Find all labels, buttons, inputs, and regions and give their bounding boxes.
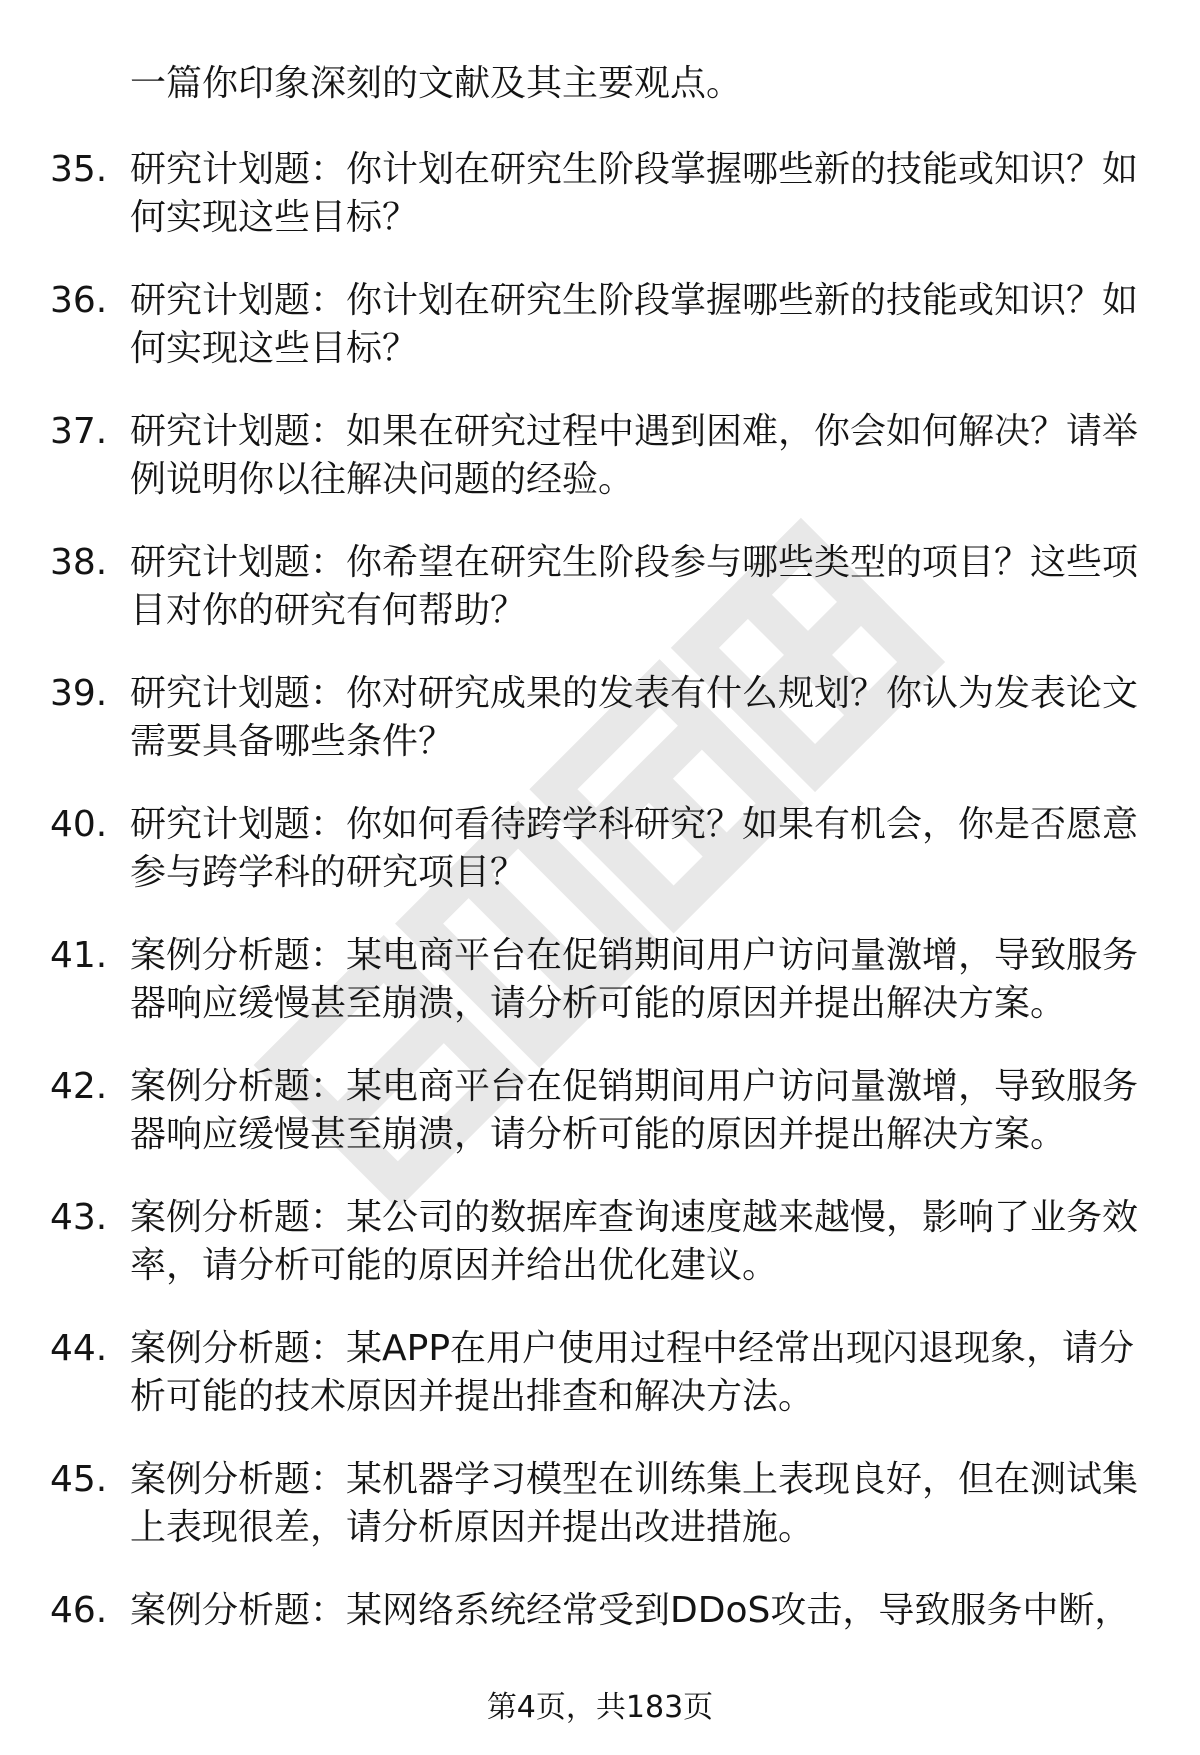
question-item: [0, 277, 1200, 408]
question-number: 37.: [50, 411, 108, 452]
question-number: 45.: [50, 1459, 108, 1500]
question-text: 案例分析题：某机器学习模型在训练集上表现良好，但在测试集上表现很差，请分析原因并提出改进措施。: [130, 1459, 1139, 1548]
question-number: 46.: [50, 1590, 108, 1631]
question-number: 41.: [50, 935, 108, 976]
question-item: [0, 932, 1200, 1063]
question-number: 39.: [50, 673, 108, 714]
question-item: [0, 801, 1200, 932]
question-text: 案例分析题：某电商平台在促销期间用户访问量激增，导致服务器响应缓慢甚至崩溃，请分析可能的原因并提出解决方案。: [130, 1066, 1139, 1155]
question-item: [0, 146, 1200, 277]
question-number: 38.: [50, 542, 108, 583]
question-item: [0, 1456, 1200, 1587]
question-text: 研究计划题：你计划在研究生阶段掌握哪些新的技能或知识？如何实现这些目标？: [130, 280, 1139, 369]
question-number: 43.: [50, 1197, 108, 1238]
question-number: 40.: [50, 804, 108, 845]
question-text: 案例分析题：某网络系统经常受到DDoS攻击，导致服务中断，: [130, 1590, 1131, 1631]
question-text: 案例分析题：某公司的数据库查询速度越来越慢，影响了业务效率，请分析可能的原因并给出优化建议。: [130, 1197, 1139, 1286]
question-item: [0, 408, 1200, 539]
question-item: [0, 539, 1200, 670]
continuation-text: 一篇你印象深刻的文献及其主要观点。: [130, 63, 743, 104]
question-item: [0, 1325, 1200, 1456]
question-text: 研究计划题：你希望在研究生阶段参与哪些类型的项目？这些项目对你的研究有何帮助？: [130, 542, 1139, 631]
question-item: [0, 1063, 1200, 1194]
question-number: 44.: [50, 1328, 108, 1369]
question-number: 36.: [50, 280, 108, 321]
page-footer: 第4页，共183页: [486, 1690, 714, 1725]
question-item: [0, 670, 1200, 801]
question-item: [0, 1194, 1200, 1325]
question-number: 42.: [50, 1066, 108, 1107]
question-text: 研究计划题：你如何看待跨学科研究？如果有机会，你是否愿意参与跨学科的研究项目？: [130, 804, 1139, 893]
question-list: [0, 146, 1200, 1718]
question-number: 35.: [50, 149, 108, 190]
question-text: 研究计划题：你计划在研究生阶段掌握哪些新的技能或知识？如何实现这些目标？: [130, 149, 1139, 238]
question-text: 研究计划题：你对研究成果的发表有什么规划？你认为发表论文需要具备哪些条件？: [130, 673, 1139, 762]
question-text: 案例分析题：某电商平台在促销期间用户访问量激增，导致服务器响应缓慢甚至崩溃，请分析可能的原因并提出解决方案。: [130, 935, 1139, 1024]
question-text: 研究计划题：如果在研究过程中遇到困难，你会如何解决？请举例说明你以往解决问题的经验。: [130, 411, 1139, 500]
question-text: 案例分析题：某APP在用户使用过程中经常出现闪退现象，请分析可能的技术原因并提出排查和解决方法。: [130, 1328, 1135, 1417]
